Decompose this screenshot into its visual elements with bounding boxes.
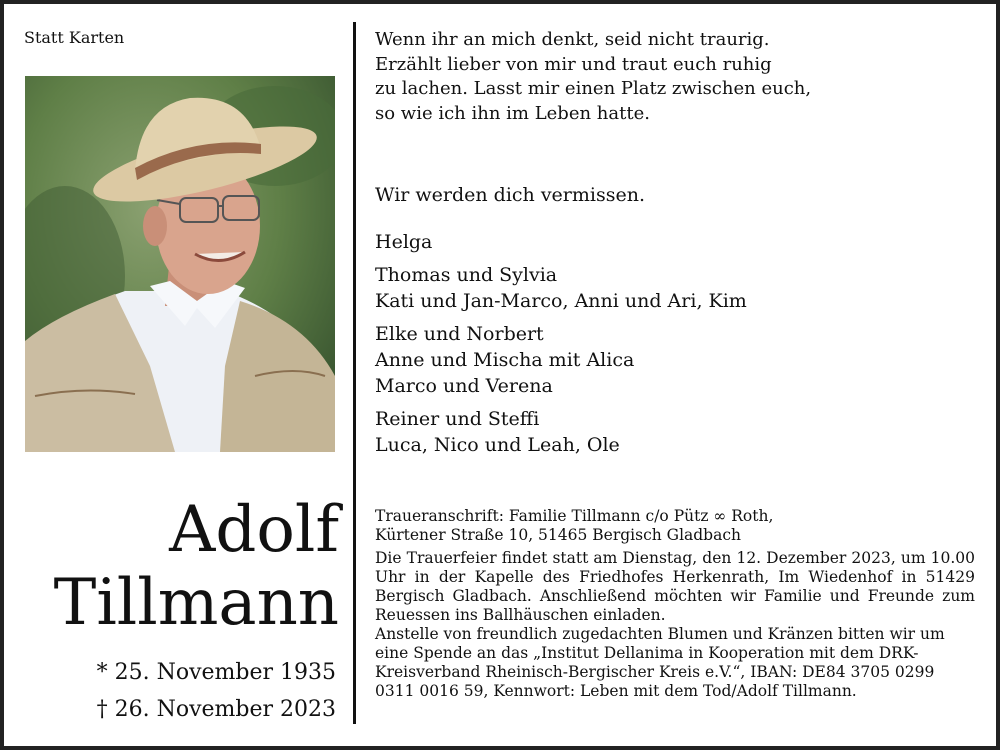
ceremony-text: Die Trauerfeier findet statt am Dienstag, den 12. Dezember 2023, um 10.00 Uhr in der Kapelle des Friedhofes Herkenrath, Im Wiedenhof in 51429 Bergisch Gladbach. Anschließend möchten wir Familie und Freunde zum Reuessen ins Ballhäuschen einladen. <box>375 549 975 624</box>
family-line: Anne und Mischa mit Alica <box>375 349 635 371</box>
death-date-text: 26. November 2023 <box>114 697 336 722</box>
mourning-address <box>375 507 975 545</box>
family-group <box>375 262 975 314</box>
family-line: Thomas und Sylvia <box>375 264 558 286</box>
family-line: Elke und Norbert <box>375 323 544 345</box>
family-line: Marco und Verena <box>375 375 553 397</box>
deceased-last-name: Tillmann <box>53 566 339 640</box>
birth-date <box>97 660 336 685</box>
header-statt-karten: Statt Karten <box>24 28 125 47</box>
poem <box>375 28 975 126</box>
family-line: Helga <box>375 231 433 253</box>
family-group <box>375 406 975 458</box>
portrait-photo <box>25 76 335 452</box>
family-group <box>375 321 975 399</box>
address-line: Kürtener Straße 10, 51465 Bergisch Gladbach <box>375 526 742 544</box>
birth-symbol: * <box>96 660 108 685</box>
family-line: Luca, Nico und Leah, Ole <box>375 434 620 456</box>
poem-line: Wenn ihr an mich denkt, seid nicht traurig. <box>375 29 770 50</box>
column-divider <box>353 22 356 724</box>
family-line: Kati und Jan-Marco, Anni und Ari, Kim <box>375 290 747 312</box>
death-symbol: † <box>96 697 108 722</box>
funeral-info <box>375 507 975 701</box>
miss-you-line: Wir werden dich vermissen. <box>375 184 645 206</box>
deceased-first-name: Adolf <box>169 493 339 567</box>
poem-line: so wie ich ihn im Leben hatte. <box>375 102 650 124</box>
donation-text: Anstelle von freundlich zugedachten Blumen und Kränzen bitten wir um eine Spende an das „Institut Dellanima in Kooperation mit dem DRK-Kreisverband Rheinisch-Bergischer Kreis e.V.“, IBAN: DE84 3705 0299 0311 0016 59, Kennwort: Leben mit dem Tod/Adolf Tillmann. <box>375 625 945 700</box>
birth-date-text: 25. November 1935 <box>114 660 336 685</box>
poem-line: zu lachen. Lasst mir einen Platz zwischen euch, <box>375 78 812 99</box>
family-line: Reiner und Steffi <box>375 408 540 430</box>
address-line: Traueranschrift: Familie Tillmann c/o Pütz ∞ Roth, <box>375 507 774 525</box>
death-date <box>97 697 336 722</box>
poem-line: Erzählt lieber von mir und traut euch ruhig <box>375 53 772 75</box>
family-group <box>375 229 975 255</box>
